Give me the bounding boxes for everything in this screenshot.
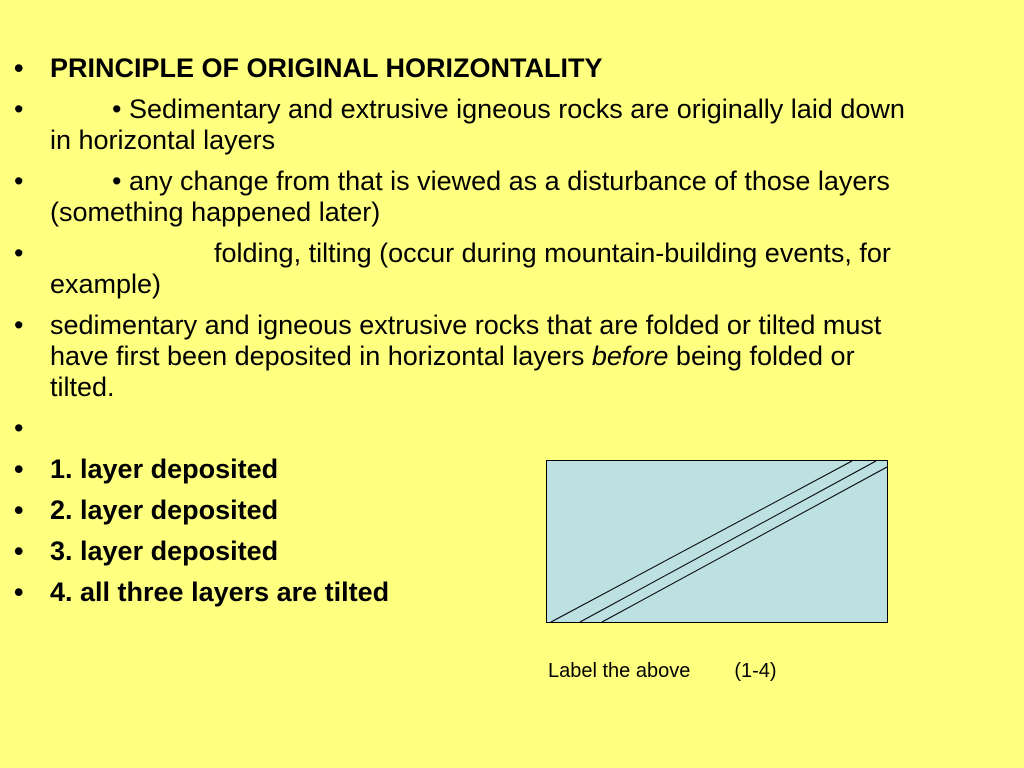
bullet-folded-rocks-text: sedimentary and igneous extrusive rocks that are folded or tilted must have first been deposited in horizontal layers — [50, 310, 882, 371]
caption-range: (1-4) — [734, 660, 777, 682]
bullet-folded-rocks-text-end: being folded or tilted. — [50, 341, 855, 402]
step-2-text: 2. layer deposited — [50, 495, 279, 525]
slide-title — [14, 53, 914, 84]
slide-title-text: PRINCIPLE OF ORIGINAL HORIZONTALITY — [50, 53, 603, 83]
bullet-disturbance — [14, 166, 914, 228]
caption-label: Label the above — [548, 660, 691, 682]
sub-bullet-marker: • — [112, 94, 122, 124]
tilted-layers-diagram — [546, 460, 888, 623]
step-4-text: 4. all three layers are tilted — [50, 577, 390, 607]
empty-bullet — [14, 413, 914, 444]
bullet-rock-deposition — [14, 94, 914, 156]
emphasis-before: before — [591, 341, 669, 371]
bullet-disturbance-text: any change from that is viewed as a disturbance of those layers (something happened later) — [50, 166, 890, 227]
step-1-text: 1. layer deposited — [50, 454, 279, 484]
step-3-text: 3. layer deposited — [50, 536, 279, 566]
diagram-caption — [548, 659, 777, 683]
sub-bullet-marker: • — [112, 166, 122, 196]
bullet-rock-deposition-text: Sedimentary and extrusive igneous rocks are originally laid down in horizontal layers — [50, 94, 905, 155]
bullet-folding-tilting — [14, 238, 914, 300]
bullet-folded-rocks — [14, 310, 914, 403]
bullet-folding-tilting-text: folding, tilting (occur during mountain-building events, for example) — [50, 238, 891, 299]
diagram-box — [547, 461, 888, 623]
